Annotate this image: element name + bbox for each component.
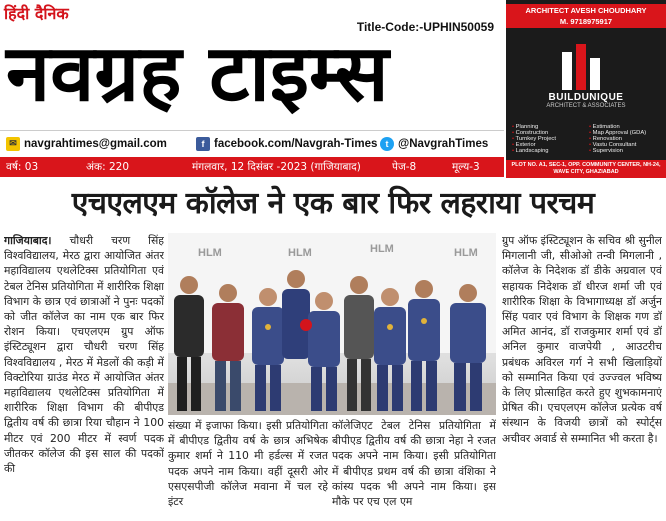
photo-wall-text: HLM [370,243,394,255]
photo-wall-text: HLM [288,247,312,259]
article-column-4: ग्रुप ऑफ इंस्टिट्यूशन के सचिव श्री सुनील मिगलानी जी, सीओओ तन्वी मिगलानी , कॉलेज के निदेशक डॉ डीके अग्रवाल एवं सहायक निदेशक डॉ धीरज शर्मा जी एवं शारीरिक शिक्षा के विभागाध्यक्ष डॉ अर्जुन सिंह पवार एवं विभाग के शिक्षक गण डॉ अमित आनंद, डॉ राजकुमार शर्मा एवं डॉ अनिल कुमार वाजपेयी , आउटरीच प्रबंधक अविरल गर्ग ने सभी खिलाड़ियों को सम्मानित किया एवं उज्ज्वल भविष्य के लिए प्रोत्साहित करते हुए शुभकामनाएं प्रेषित की। एचएलएम कॉलेज प्रत्येक वर्ष संस्थान के विजयी छात्रों को स्पोर्ट्स अचीवर अवार्ड से सम्मानित भी करता है। [502,234,662,445]
ad-brand-subtitle: ARCHITECT & ASSOCIATES [546,103,626,109]
ad-service-item: • Estimation [589,124,662,130]
email-text: navgrahtimes@gmail.com [24,137,167,150]
article-column-3: कॉलेजिएट टेबल टेनिस प्रतियोगिता में बीपीएड द्वितीय वर्ष की छात्रा नेहा ने रजत पदक अपने नाम किया। इसी प्रतियोगिता में बीपीएड प्रथम वर्ष की छात्रा वंशिका ने कांस्य पदक भी अपने नाम किया। इस मौके पर एच एल एम [332,419,496,509]
article-column-2: संख्या में इजाफा किया। इसी प्रतियोगिता में बीपीएड द्वितीय वर्ष के छात्र अभिषेक कुमार शर्मा ने 110 मी हर्डल्स में रजत पदक अपने नाम किया। वहीं दूसरी ओर एसएसपीजी कॉलेज मवाना में चल रहे इंटर [168,419,328,509]
issue-price: मूल्य-3 [452,161,480,173]
photo-wall-text: HLM [198,247,222,259]
ad-service-item: • Turnkey Project [512,136,585,142]
issue-number: अंक: 220 [86,161,130,173]
title-code: Title-Code:-UPHIN50059 [356,20,494,34]
issue-year: वर्ष: 03 [6,161,39,173]
issue-date: मंगलवार, 12 दिसंबर -2023 (गाजियाबाद) [192,161,361,173]
twitter-text: @NavgrahTimes [398,137,489,150]
ad-service-item: • Planning [512,124,585,130]
social-bar [0,130,504,156]
issue-pages: पेज-8 [392,161,417,173]
buildunique-advertisement [506,0,666,178]
article-column-1 [4,233,164,521]
article-text-col1: चौधरी चरण सिंह विश्वविद्यालय, मेरठ द्वारा आयोजित अंतर महाविद्यालय एथलेटिक्स प्रतियोगिता एवं टेबल टेनिस प्रतियोगिता में शारीरिक शिक्षा विभाग के छात्र एवं छात्राओं ने पुनः पदकों को जीत कॉलेज का नाम एक बार फिर रोशन किया। एचएलएम ग्रुप ऑफ इंस्टिट्यूशन द्वारा चौधरी चरण सिंह विश्वविद्यालय , मेरठ में मेडलों की कड़ी में विक्टोरिया ग्राउंड मेरठ में आयोजित अंतर महाविद्यालय एथलेटिक्स प्रतियोगिता में शारीरिक शिक्षा विभाग की बीपीएड द्वितीय वर्ष की छात्रा रिया चौहान ने 100 मीटर एवं 200 मीटर में स्वर्ण पदक जीतकर कॉलेज की इस साल की पदकों की [4,234,164,476]
email-contact[interactable] [6,137,167,151]
facebook-icon: f [196,137,210,151]
ad-services-list [512,124,662,154]
ad-service-item: • Map Approval (GDA) [589,130,662,136]
award-ceremony-photo [168,233,496,415]
masthead [0,0,504,130]
ad-architect-name: ARCHITECT AVESH CHOUDHARY [506,4,666,17]
ad-service-item: • Construction [512,130,585,136]
ad-service-item: • Supervision [589,148,662,154]
ad-service-item: • Landscaping [512,148,585,154]
article-headline: एचएलएम कॉलेज ने एक बार फिर लहराया परचम [71,186,595,221]
twitter-icon: t [380,137,394,151]
facebook-text: facebook.com/Navgrah-Times [214,137,378,150]
ad-service-item: • Renovation [589,136,662,142]
photo-people-illustration [168,233,496,415]
tagline-hindi-dainik: हिंदी दैनिक [4,4,69,23]
newspaper-name: नवग्रह टाइम्स [6,29,389,119]
issue-info-bar [0,157,504,177]
facebook-contact[interactable] [196,137,377,151]
photo-wall-text: HLM [454,247,478,259]
article-dateline: गाजियाबाद। [4,234,52,247]
ad-service-item: • Vastu Consultant [589,142,662,148]
ad-mobile-number: M. 9718975917 [506,16,666,28]
ad-brand-name: BUILDUNIQUE [548,92,624,103]
twitter-contact[interactable] [380,137,488,151]
ad-service-item: • Exterior [512,142,585,148]
email-icon: ✉ [6,137,20,151]
ad-address: PLOT NO. A1, SEC-1, OPP. COMMUNITY CENTER, NH-24, WAVE CITY, GHAZIABAD [506,160,666,178]
buildunique-logo-icon [562,44,606,90]
